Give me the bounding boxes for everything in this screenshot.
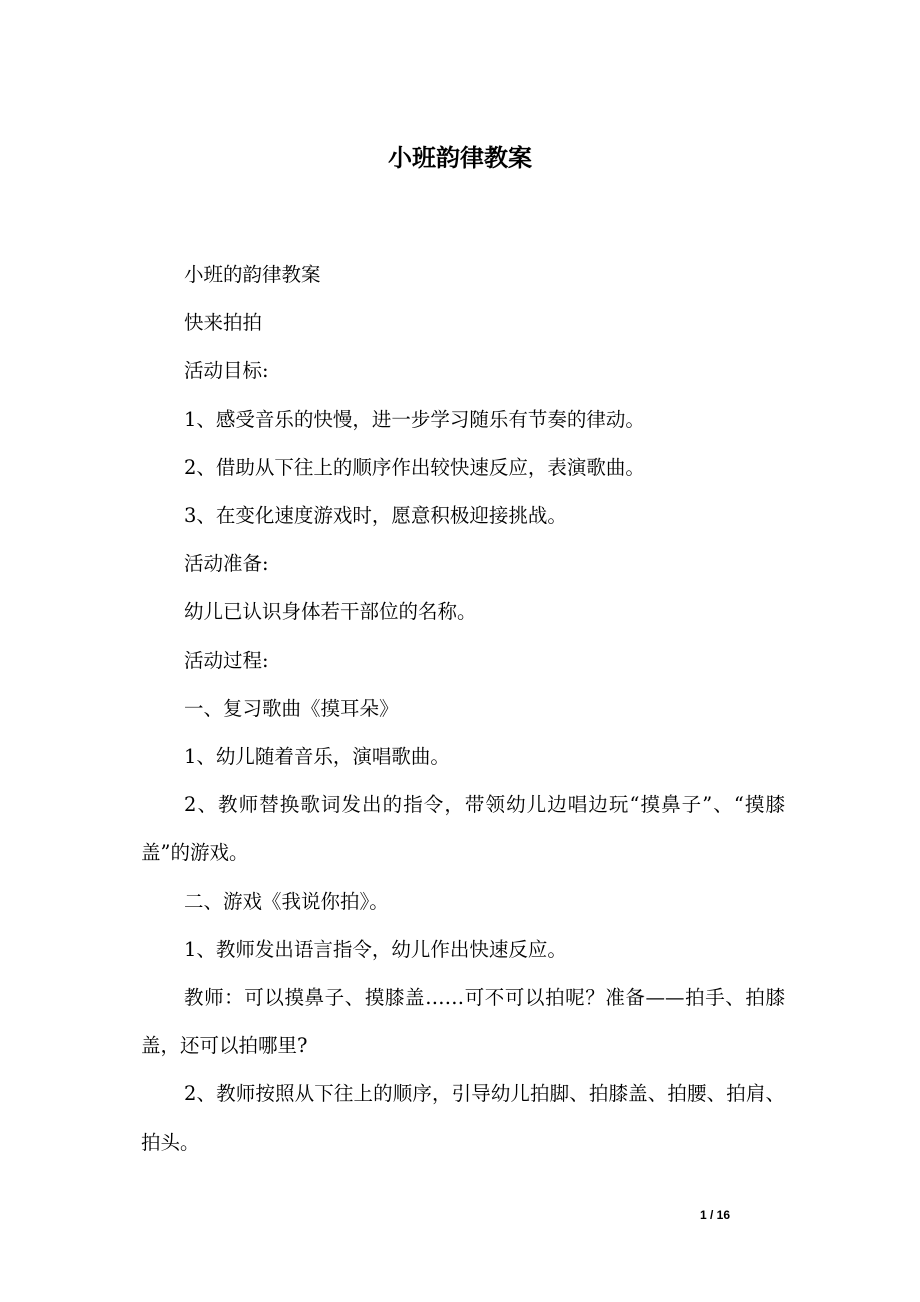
paragraph: 3、在变化速度游戏时，愿意积极迎接挑战。 (184, 504, 567, 528)
paragraph: 小班的韵律教案 (184, 263, 321, 286)
paragraph: 1、教师发出语言指令，幼儿作出快速反应。 (184, 937, 567, 961)
document-title: 小班韵律教案 (388, 143, 532, 172)
paragraph: 2、借助从下往上的顺序作出较快速反应，表演歌曲。 (184, 455, 645, 479)
paragraph: 活动准备: (184, 552, 269, 576)
paragraph: 1、感受音乐的快慢，进一步学习随乐有节奏的律动。 (184, 407, 645, 431)
paragraph: 一、复习歌曲《摸耳朵》 (184, 696, 399, 720)
paragraph: 活动过程: (184, 648, 269, 672)
paragraph: 2、教师按照从下往上的顺序，引导幼儿拍脚、拍膝盖、拍腰、拍肩、拍头。 (141, 1082, 785, 1154)
page-number: 1 / 16 (700, 1208, 731, 1222)
paragraph: 二、游戏《我说你拍》。 (184, 889, 389, 913)
document-body (141, 251, 785, 1167)
paragraph: 幼儿已认识身体若干部位的名称。 (184, 600, 477, 624)
paragraph: 快来拍拍 (184, 311, 263, 335)
paragraph: 1、幼儿随着音乐，演唱歌曲。 (184, 745, 450, 769)
paragraph: 教师：可以摸鼻子、摸膝盖……可不可以拍呢？准备——拍手、拍膝盖，还可以拍哪里? (141, 986, 785, 1058)
paragraph: 活动目标: (184, 359, 269, 383)
paragraph: 2、教师替换歌词发出的指令，带领幼儿边唱边玩“摸鼻子”、“摸膝盖”的游戏。 (141, 793, 785, 865)
